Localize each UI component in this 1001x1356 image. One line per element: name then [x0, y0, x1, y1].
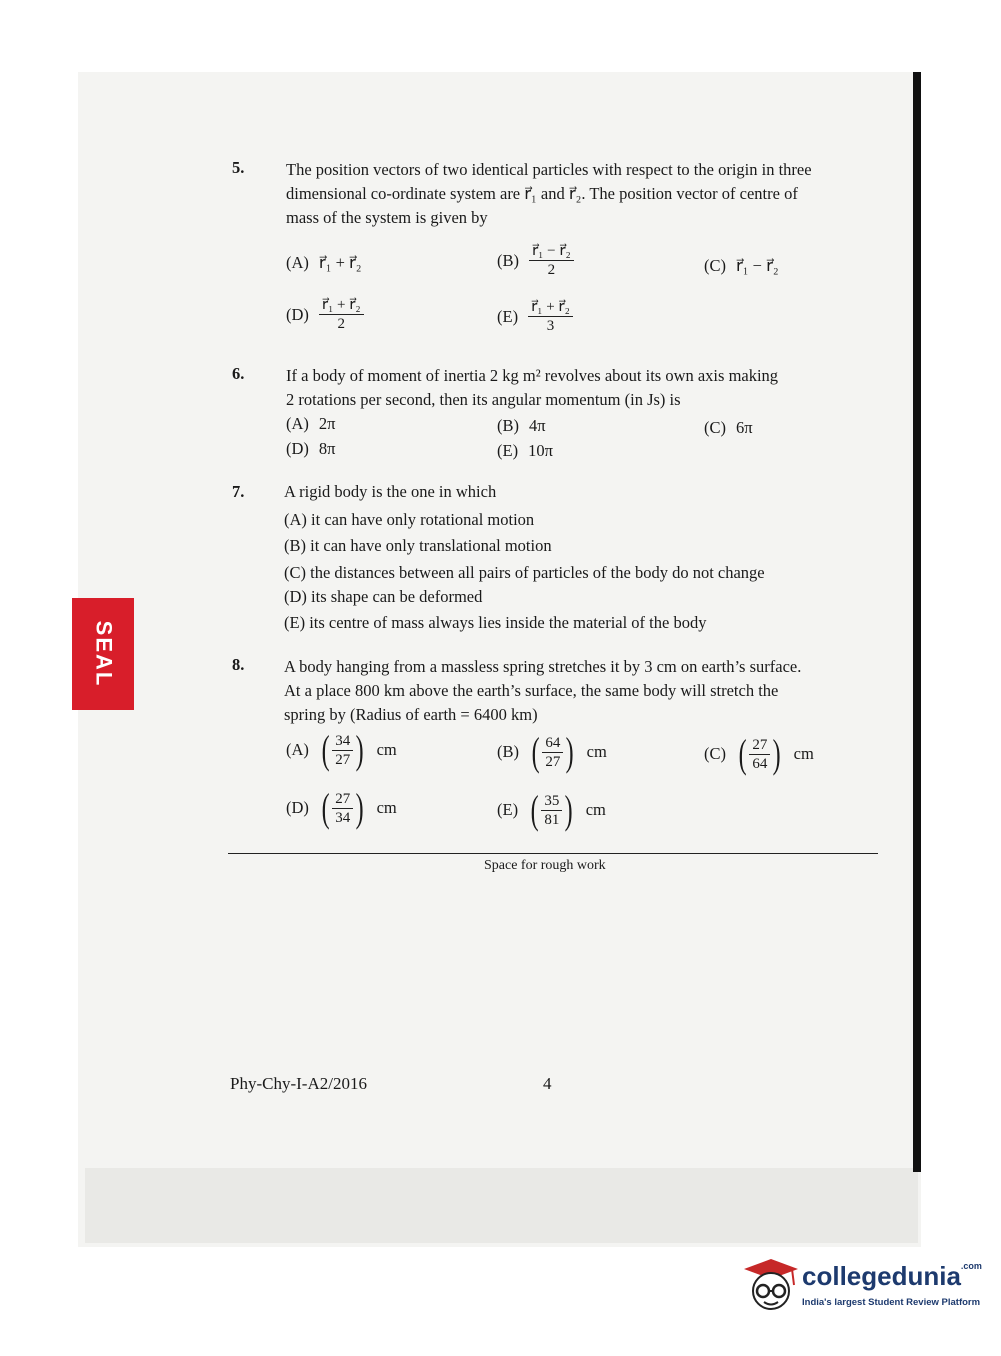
option-value: 8π [318, 439, 336, 458]
fraction [541, 792, 562, 829]
fraction [542, 734, 563, 771]
unit: cm [376, 740, 397, 759]
numerator: 27 [749, 736, 770, 755]
q7-option-c: (C) the distances between all pairs of particles of the body do not change [284, 563, 765, 582]
numerator: 64 [542, 734, 563, 753]
logo-wordmark: collegedunia$^{.com}$ [802, 1261, 982, 1291]
option-label: (E) [497, 800, 519, 819]
q5-line-3: mass of the system is given by [286, 208, 488, 227]
option-value: 4π [529, 416, 546, 435]
parenthesized-fraction [319, 785, 367, 830]
option-label: (D) [286, 439, 309, 458]
numerator: r⃗₁ − r⃗₂ [529, 242, 574, 261]
fraction [332, 732, 353, 769]
left-paren: ( [531, 729, 540, 774]
rough-work-divider [228, 853, 878, 854]
left-paren: ( [321, 727, 330, 772]
logo-suffix: .com [960, 1261, 982, 1271]
option-value: 2π [318, 414, 336, 433]
fraction [332, 790, 353, 827]
q6-option-e [497, 441, 553, 461]
q5-option-c [704, 256, 779, 276]
numerator: 34 [332, 732, 353, 751]
option-value: 6π [736, 418, 753, 437]
q6-option-c [704, 418, 753, 438]
denominator: 34 [335, 809, 351, 826]
page-binding-edge [913, 72, 921, 1172]
mascot-icon [742, 1257, 800, 1317]
q8-text [284, 655, 884, 727]
q5-line-1: The position vectors of two identical particles with respect to the origin in three [286, 160, 812, 179]
fraction [319, 296, 364, 333]
q8-line-1: A body hanging from a massless spring stretches it by 3 cm on earth’s surface. [284, 657, 802, 676]
numerator: r⃗₁ + r⃗₂ [528, 298, 573, 317]
q6-option-d [286, 439, 336, 459]
left-paren: ( [321, 785, 330, 830]
option-label: (E) [497, 306, 519, 326]
option-label: (B) [497, 742, 519, 761]
left-paren: ( [530, 787, 539, 832]
parenthesized-fraction [319, 727, 367, 772]
seal-tab [72, 598, 134, 710]
numerator: r⃗₁ + r⃗₂ [319, 296, 364, 315]
q6-option-a [286, 414, 336, 434]
rough-work-label: Space for rough work [484, 858, 606, 873]
left-paren: ( [738, 731, 747, 776]
q5-text [286, 158, 886, 230]
parenthesized-fraction [736, 731, 784, 776]
q8-option-b [497, 729, 607, 774]
numerator: 35 [541, 792, 562, 811]
q5-number: 5. [232, 158, 245, 177]
q5-option-d [286, 296, 364, 333]
fraction [529, 242, 574, 279]
q8-line-2: At a place 800 km above the earth’s surface, the same body will stretch the [284, 681, 779, 700]
q6-line-2: 2 rotations per second, then its angular momentum (in Js) is [286, 390, 681, 409]
right-paren: ) [565, 729, 574, 774]
q7-number: 7. [232, 482, 245, 501]
q6-line-1: If a body of moment of inertia 2 kg m² revolves about its own axis making [286, 366, 779, 385]
option-value: r⃗₁ + r⃗₂ [318, 253, 362, 272]
paper-code: Phy-Chy-I-A2/2016 [230, 1074, 367, 1093]
denominator: 64 [752, 755, 768, 772]
denominator: 3 [546, 318, 555, 334]
right-paren: ) [565, 787, 574, 832]
right-paren: ) [355, 785, 364, 830]
q5-line-2: dimensional co-ordinate system are r⃗₁ and r⃗₂. The position vector of centre of [286, 184, 798, 203]
option-label: (A) [286, 740, 309, 759]
denominator: 27 [335, 751, 351, 768]
option-label: (D) [286, 798, 309, 817]
unit: cm [585, 800, 606, 819]
denominator: 81 [544, 811, 560, 828]
logo-tagline: India's largest Student Review Platform [802, 1297, 981, 1308]
q7-option-a: (A) it can have only rotational motion [284, 510, 535, 529]
unit: cm [376, 798, 397, 817]
parenthesized-fraction [528, 787, 576, 832]
q8-line-3: spring by (Radius of earth = 6400 km) [284, 705, 538, 724]
q5-option-a [286, 253, 362, 273]
option-label: (D) [286, 304, 309, 324]
option-value: r⃗₁ − r⃗₂ [736, 256, 779, 275]
parenthesized-fraction [529, 729, 577, 774]
denominator: 2 [547, 262, 556, 278]
unit: cm [793, 744, 814, 763]
q8-number: 8. [232, 655, 245, 674]
option-label: (C) [704, 744, 726, 763]
denominator: 27 [545, 753, 561, 770]
q7-option-d: (D) its shape can be deformed [284, 587, 483, 606]
q7-option-e: (E) its centre of mass always lies inside the material of the body [284, 613, 707, 632]
numerator: 27 [332, 790, 353, 809]
q6-number: 6. [232, 364, 245, 383]
seal-label: SEAL [91, 620, 116, 688]
q8-option-c [704, 731, 814, 776]
right-paren: ) [772, 731, 781, 776]
q6-text [286, 364, 886, 412]
q6-option-b [497, 416, 546, 436]
q8-option-d [286, 785, 397, 830]
q8-option-e [497, 787, 606, 832]
option-value: 10π [528, 441, 553, 460]
collegedunia-logo[interactable] [742, 1255, 982, 1327]
page-shadow [85, 1168, 918, 1243]
option-label: (C) [704, 256, 726, 275]
page-number: 4 [543, 1074, 552, 1093]
fraction [528, 298, 573, 335]
unit: cm [586, 742, 607, 761]
right-paren: ) [355, 727, 364, 772]
fraction [749, 736, 770, 773]
q5-option-e [497, 298, 573, 335]
option-label: (B) [497, 250, 519, 270]
option-label: (A) [286, 253, 309, 272]
denominator: 2 [337, 316, 346, 332]
q7-option-b: (B) it can have only translational motion [284, 536, 552, 555]
option-label: (C) [704, 418, 726, 437]
q7-text: A rigid body is the one in which [284, 482, 497, 501]
option-label: (A) [286, 414, 309, 433]
option-label: (B) [497, 416, 519, 435]
q5-option-b [497, 242, 574, 279]
q8-option-a [286, 727, 397, 772]
option-label: (E) [497, 441, 519, 460]
